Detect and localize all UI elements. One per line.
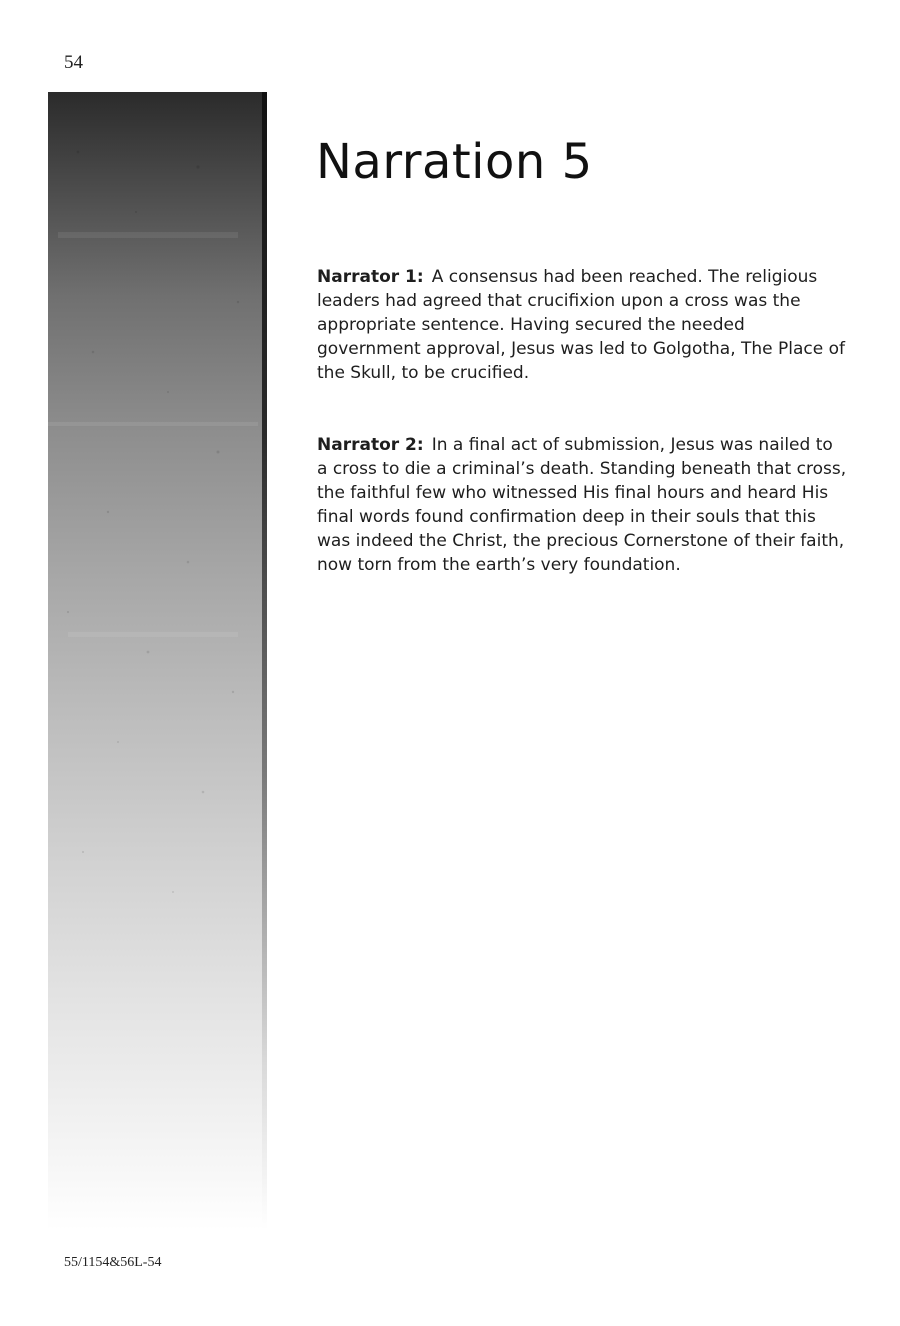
stone-texture	[48, 92, 267, 1230]
speaker-label: Narrator 1:	[317, 267, 424, 287]
narration-paragraph-2	[317, 433, 847, 577]
side-bar-edge	[262, 92, 267, 1230]
page-number: 54	[64, 52, 83, 73]
print-code: 55/1154&56L-54	[64, 1255, 162, 1270]
decorative-gradient-bar	[48, 92, 267, 1230]
narration-paragraph-1	[317, 265, 847, 385]
narration-text: In a final act of submission, Jesus was nailed to a cross to die a criminal’s death. Standing beneath that cross, the faithful few who witnessed His final hours and heard His final words found confirmation deep in their souls that this was indeed the Christ, the precious Cornerstone of their faith, now torn from the earth’s very foundation.	[317, 435, 847, 575]
speaker-label: Narrator 2:	[317, 435, 424, 455]
narration-text: A consensus had been reached. The religious leaders had agreed that crucifixion upon a cross was the appropriate sentence. Having secured the needed government approval, Jesus was led to Golgotha, The Place of the Skull, to be crucified.	[317, 267, 846, 383]
page-title: Narration 5	[316, 134, 593, 190]
